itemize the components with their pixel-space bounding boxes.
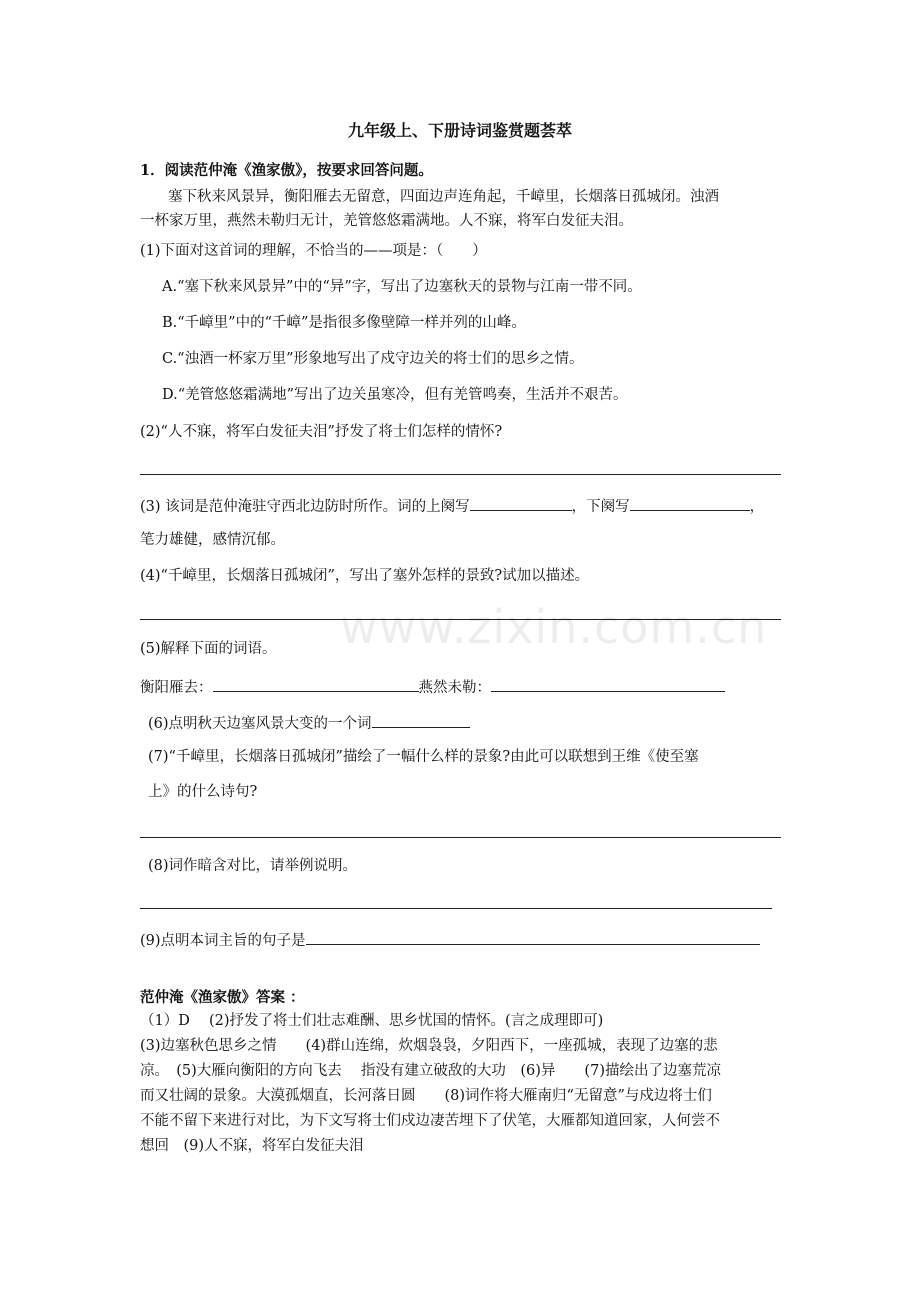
answer-line-5: 不能不留下来进行对比，为下文写将士们戍边凄苦埋下了伏笔，大雁都知道回家，人何尝不: [140, 1113, 720, 1129]
q3-part-1: (3) 该词是范仲淹驻守西北边防时所作。词的上阕写: [140, 499, 470, 515]
q1-stem: (1)下面对这首词的理解，不恰当的——项是：（ ）: [140, 243, 487, 259]
q5-term-1: 衡阳雁去：: [140, 680, 213, 696]
q6-blank[interactable]: [372, 713, 470, 728]
q3-blank-upper[interactable]: [470, 496, 572, 511]
q3-stem: [140, 496, 764, 516]
watermark-text: www.zixin.com.cn: [340, 600, 768, 654]
q3-part-3: ，: [749, 499, 765, 515]
answer-line-2: (3)边塞秋色思乡之情 (4)群山连绵，炊烟袅袅，夕阳西下，一座孤城，表现了边塞的悲: [140, 1038, 718, 1054]
q5-blank-1[interactable]: [213, 677, 419, 692]
q7-answer-line[interactable]: [140, 837, 781, 838]
q9-blank[interactable]: [306, 930, 760, 945]
q1-option-c: C.“浊酒一杯家万里”形象地写出了戍守边关的将士们的思乡之情。: [162, 351, 584, 367]
answer-line-1: （1）D (2)抒发了将士们壮志难酬、思乡忧国的情怀。(言之成理即可): [140, 1013, 604, 1029]
q9-stem: [140, 930, 760, 950]
q5-terms: [140, 677, 725, 697]
q7-line-1: (7)“千嶂里，长烟落日孤城闭”描绘了一幅什么样的景象?由此可以联想到王维《使至塞: [148, 749, 699, 765]
q8-answer-line[interactable]: [140, 908, 772, 909]
q5-term-2: 燕然未勒：: [418, 680, 491, 696]
poem-line-2: 一杯家万里，燕然未勒归无计，羌管悠悠霜满地。人不寐，将军白发征夫泪。: [140, 213, 633, 229]
answer-heading: 范仲淹《渔家傲》答案 ：: [140, 989, 305, 1006]
q5-blank-2[interactable]: [491, 677, 725, 692]
q3-blank-lower[interactable]: [630, 496, 750, 511]
q1-option-d: D.“羌管悠悠霜满地”写出了边关虽寒冷，但有羌管鸣奏，生活并不艰苦。: [162, 387, 628, 403]
q3-part-2: ，下阕写: [571, 499, 630, 515]
q9-text: (9)点明本词主旨的句子是: [140, 933, 306, 949]
q7-line-2: 上》的什么诗句?: [148, 784, 258, 800]
q2-stem: (2)“人不寐，将军白发征夫泪”抒发了将士们怎样的情怀?: [140, 424, 503, 440]
q8-stem: (8)词作暗含对比，请举例说明。: [148, 858, 358, 874]
page-title: 九年级上、下册诗词鉴赏题荟萃: [347, 121, 572, 140]
q5-stem: (5)解释下面的词语。: [140, 641, 277, 657]
answer-line-4: 而又壮阔的景象。大漠孤烟直，长河落日圆 (8)词作将大雁南归“无留意”与戍边将士们: [140, 1088, 712, 1104]
q1-option-b: B.“千嶂里”中的“千嶂”是指很多像壁障一样并列的山峰。: [162, 315, 526, 331]
q6-stem: [148, 713, 470, 733]
answer-line-3: 凉。 (5)大雁向衡阳的方向飞去 指没有建立破敌的大功 (6)异 (7)描绘出了边塞荒凉: [140, 1063, 721, 1079]
q4-stem: (4)“千嶂里，长烟落日孤城闭”，写出了塞外怎样的景致?试加以描述。: [140, 568, 590, 584]
q1-option-a: A.“塞下秋来风景异”中的“异”字，写出了边塞秋天的景物与江南一带不同。: [162, 279, 642, 295]
answer-line-6: 想回 (9)人不寐，将军白发征夫泪: [140, 1138, 364, 1154]
question-heading: 1．阅读范仲淹《渔家傲》，按要求回答问题。: [140, 162, 433, 179]
poem-line-1: 塞下秋来风景异，衡阳雁去无留意，四面边声连角起，千嶂里，长烟落日孤城闭。浊酒: [168, 189, 719, 205]
q3-continuation: 笔力雄健，感情沉郁。: [140, 532, 285, 548]
q6-text: (6)点明秋天边塞风景大变的一个词: [148, 716, 372, 732]
q2-answer-line[interactable]: [140, 474, 781, 475]
